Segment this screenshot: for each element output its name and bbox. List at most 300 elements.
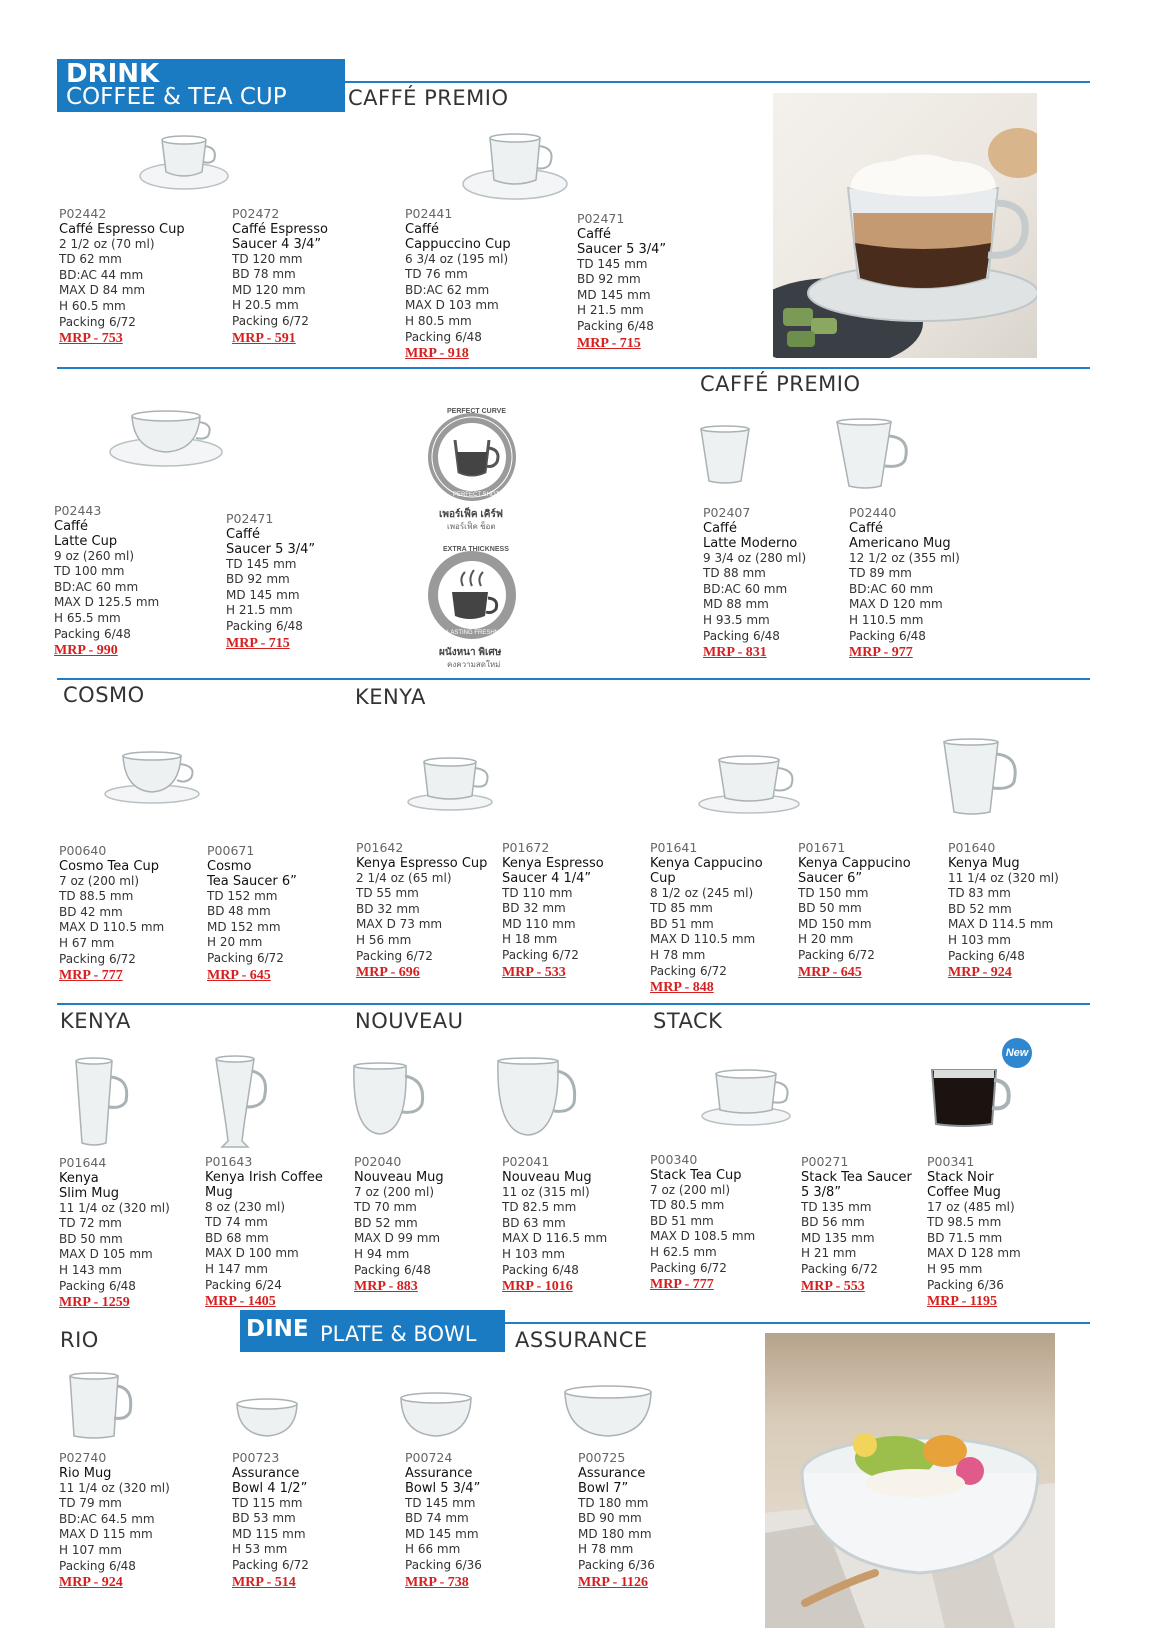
product-spec: Packing 6/72 — [232, 1557, 309, 1572]
product-p02442 — [59, 206, 185, 347]
product-mrp: MRP - 645 — [798, 964, 862, 980]
product-name: Bowl 5 3/4” — [405, 1480, 481, 1496]
product-p00724 — [405, 1450, 482, 1591]
product-spec: Packing 6/72 — [502, 947, 579, 962]
dine-banner — [240, 1310, 505, 1352]
product-spec: TD 120 mm — [232, 251, 303, 266]
product-spec: 7 oz (200 ml) — [650, 1182, 731, 1197]
product-mrp: MRP - 1259 — [59, 1295, 130, 1311]
product-p00340 — [650, 1152, 755, 1293]
product-name: Rio Mug — [59, 1465, 112, 1481]
product-spec: TD 110 mm — [502, 885, 573, 900]
product-spec: MAX D 100 mm — [205, 1246, 299, 1261]
product-name: Caffé — [54, 518, 88, 534]
product-spec: TD 145 mm — [405, 1495, 476, 1510]
product-mrp: MRP - 753 — [59, 331, 123, 347]
product-spec: 7 oz (200 ml) — [59, 873, 140, 888]
product-spec: MAX D 84 mm — [59, 283, 146, 298]
product-spec: H 66 mm — [405, 1542, 461, 1557]
cosmo-tea-cup-saucer-image — [103, 750, 201, 806]
product-mrp: MRP - 990 — [54, 643, 118, 659]
product-code: P02471 — [577, 211, 625, 226]
product-name: Stack Tea Cup — [650, 1167, 742, 1183]
product-spec: BD:AC 60 mm — [54, 579, 139, 594]
perfect-shot-label: PERFECT SHOT — [453, 492, 500, 498]
product-code: P00640 — [59, 843, 107, 858]
product-name: Cappuccino Cup — [405, 236, 511, 252]
product-spec: MAX D 125.5 mm — [54, 595, 160, 610]
product-p00671 — [207, 843, 297, 984]
product-spec: BD 50 mm — [59, 1231, 123, 1246]
nouveau-mug-7oz-image — [350, 1062, 426, 1140]
product-spec: BD 42 mm — [59, 904, 123, 919]
product-code: P00725 — [578, 1450, 626, 1465]
product-spec: BD 71.5 mm — [927, 1230, 1003, 1245]
product-code: P00723 — [232, 1450, 280, 1465]
product-spec: MD 180 mm — [578, 1526, 652, 1541]
product-spec: BD 52 mm — [948, 901, 1012, 916]
product-spec: H 21.5 mm — [577, 303, 644, 318]
product-name: Slim Mug — [59, 1185, 119, 1201]
dine-title: DINE — [246, 1316, 309, 1342]
product-name: Caffé — [226, 526, 260, 542]
product-mrp: MRP - 1126 — [578, 1574, 648, 1590]
product-p01642 — [356, 840, 487, 981]
product-p02472 — [232, 206, 328, 347]
product-spec: TD 88.5 mm — [59, 889, 134, 904]
product-spec: Packing 6/36 — [405, 1557, 482, 1572]
product-spec: TD 152 mm — [207, 888, 278, 903]
product-spec: TD 145 mm — [577, 256, 648, 271]
cappuccino-cup-saucer-image — [460, 132, 570, 204]
product-code: P00671 — [207, 843, 255, 858]
product-name: Mug — [205, 1184, 233, 1200]
product-code: P02471 — [226, 511, 274, 526]
product-mrp: MRP - 715 — [577, 335, 641, 351]
assurance-bowl-5-image — [398, 1392, 474, 1440]
product-spec: Packing 6/72 — [356, 948, 433, 963]
section-cosmo: COSMO — [63, 683, 145, 707]
product-name: Stack Noir — [927, 1169, 994, 1185]
product-name: Kenya Irish Coffee — [205, 1169, 323, 1185]
product-name: Nouveau Mug — [502, 1169, 592, 1185]
product-spec: H 94 mm — [354, 1246, 410, 1261]
product-spec: Packing 6/36 — [578, 1557, 655, 1572]
product-name: Assurance — [232, 1465, 300, 1481]
product-p02471 — [577, 211, 666, 352]
perfect-thai-1: เพอร์เฟ็ค เคิร์ฟ — [439, 509, 503, 520]
product-spec: MAX D 120 mm — [849, 597, 943, 612]
product-mrp: MRP - 715 — [226, 635, 290, 651]
product-name: Caffé — [405, 221, 439, 237]
product-spec: H 21 mm — [801, 1246, 857, 1261]
nouveau-mug-11oz-image — [494, 1057, 578, 1141]
perfect-curve-badge — [425, 410, 520, 530]
product-spec: TD 145 mm — [226, 556, 297, 571]
product-name: Assurance — [405, 1465, 473, 1481]
product-spec: BD 56 mm — [801, 1215, 865, 1230]
product-spec: TD 70 mm — [354, 1200, 417, 1215]
drink-banner — [57, 59, 345, 112]
product-mrp: MRP - 883 — [354, 1279, 418, 1295]
plate-bowl-title: PLATE & BOWL — [320, 1322, 477, 1346]
product-code: P01644 — [59, 1155, 107, 1170]
product-spec: MAX D 108.5 mm — [650, 1229, 756, 1244]
assurance-bowl-4-image — [234, 1398, 300, 1440]
coffee-tea-title: COFFEE & TEA CUP — [66, 84, 287, 110]
product-mrp: MRP - 738 — [405, 1574, 469, 1590]
product-spec: Packing 6/72 — [59, 951, 136, 966]
product-spec: MAX D 114.5 mm — [948, 917, 1054, 932]
product-spec: BD 51 mm — [650, 916, 714, 931]
product-spec: TD 135 mm — [801, 1199, 872, 1214]
product-spec: MD 145 mm — [405, 1526, 479, 1541]
product-code: P00341 — [927, 1154, 975, 1169]
product-name: Americano Mug — [849, 535, 951, 551]
product-p01672 — [502, 840, 604, 981]
product-spec: TD 115 mm — [232, 1495, 303, 1510]
rule-top — [345, 81, 1090, 83]
espresso-cup-saucer-image — [138, 132, 230, 194]
product-spec: BD 68 mm — [205, 1230, 269, 1245]
product-name: Assurance — [578, 1465, 646, 1481]
product-spec: TD 72 mm — [59, 1216, 122, 1231]
perfect-curve-label: PERFECT CURVE — [447, 408, 506, 415]
extra-thai-2: คงความสดใหม่ — [447, 660, 501, 669]
product-name: Saucer 5 3/4” — [226, 541, 316, 557]
kenya-cappuccino-cup-saucer-image — [697, 754, 801, 816]
product-name: Caffé — [849, 520, 883, 536]
product-spec: MD 145 mm — [577, 287, 651, 302]
rio-mug-image — [66, 1372, 134, 1442]
product-spec: H 95 mm — [927, 1261, 983, 1276]
product-spec: 9 3/4 oz (280 ml) — [703, 550, 807, 565]
product-code: P02440 — [849, 505, 897, 520]
product-spec: 6 3/4 oz (195 ml) — [405, 251, 509, 266]
product-spec: MD 115 mm — [232, 1526, 306, 1541]
section-kenya-2: KENYA — [60, 1009, 131, 1033]
product-name: Cosmo Tea Cup — [59, 858, 159, 874]
section-caffe-premio-2: CAFFÉ PREMIO — [700, 372, 861, 396]
product-spec: MD 135 mm — [801, 1230, 875, 1245]
product-mrp: MRP - 1016 — [502, 1279, 573, 1295]
kenya-irish-coffee-mug-image — [212, 1055, 274, 1153]
product-mrp: MRP - 777 — [650, 1277, 714, 1293]
product-mrp: MRP - 696 — [356, 965, 420, 981]
product-name: Kenya Cappucino — [650, 855, 763, 871]
product-spec: MAX D 110.5 mm — [59, 920, 165, 935]
product-spec: TD 55 mm — [356, 886, 419, 901]
product-p01643 — [205, 1154, 323, 1310]
product-code: P02443 — [54, 503, 102, 518]
product-spec: MD 145 mm — [226, 587, 300, 602]
product-code: P02041 — [502, 1154, 550, 1169]
product-spec: MAX D 115 mm — [59, 1527, 153, 1542]
lasting-freshness-label: LASTING FRESHNESS — [447, 630, 512, 636]
rule-4 — [57, 1003, 1090, 1005]
product-spec: 8 oz (230 ml) — [205, 1199, 286, 1214]
section-kenya-1: KENYA — [355, 685, 426, 709]
stack-tea-cup-saucer-image — [700, 1068, 792, 1128]
product-name: Saucer 6” — [798, 870, 863, 886]
product-spec: BD 52 mm — [354, 1215, 418, 1230]
product-spec: BD 78 mm — [232, 267, 296, 282]
product-spec: H 18 mm — [502, 932, 558, 947]
product-spec: TD 76 mm — [405, 267, 468, 282]
section-assurance: ASSURANCE — [515, 1328, 648, 1352]
product-spec: TD 83 mm — [948, 886, 1011, 901]
product-name: Kenya Espresso Cup — [356, 855, 488, 871]
product-name: Kenya Cappucino — [798, 855, 911, 871]
kenya-mug-image — [940, 738, 1024, 818]
product-spec: MAX D 103 mm — [405, 298, 499, 313]
product-spec: H 20 mm — [207, 935, 263, 950]
product-spec: Packing 6/72 — [798, 947, 875, 962]
product-name: Caffé — [703, 520, 737, 536]
product-spec: TD 150 mm — [798, 885, 869, 900]
product-mrp: MRP - 918 — [405, 346, 469, 362]
product-name: Tea Saucer 6” — [207, 873, 297, 889]
product-code: P00724 — [405, 1450, 453, 1465]
product-p02407 — [703, 505, 806, 661]
product-spec: Packing 6/48 — [59, 1558, 136, 1573]
product-name: Coffee Mug — [927, 1184, 1001, 1200]
perfect-thai-2: เพอร์เฟ็ค ช็อต — [447, 522, 496, 531]
product-name: Saucer 5 3/4” — [577, 241, 667, 257]
product-spec: BD:AC 44 mm — [59, 267, 144, 282]
product-spec: 12 1/2 oz (355 ml) — [849, 550, 960, 565]
product-spec: TD 88 mm — [703, 566, 766, 581]
product-p02040 — [354, 1154, 444, 1295]
product-p01641 — [650, 840, 763, 996]
product-name: Saucer 4 3/4” — [232, 236, 322, 252]
assurance-bowl-7-image — [562, 1384, 654, 1440]
product-spec: BD 63 mm — [502, 1215, 566, 1230]
product-mrp: MRP - 831 — [703, 645, 767, 661]
product-name: Cosmo — [207, 858, 252, 874]
assurance-bowl-image — [765, 1333, 1055, 1628]
product-spec: H 80.5 mm — [405, 313, 472, 328]
product-spec: 2 1/4 oz (65 ml) — [356, 870, 452, 885]
product-code: P02740 — [59, 1450, 107, 1465]
product-spec: TD 89 mm — [849, 566, 912, 581]
extra-thickness-badge — [425, 548, 520, 668]
product-spec: Packing 6/48 — [849, 628, 926, 643]
product-spec: BD 92 mm — [226, 572, 290, 587]
product-name: 5 3/8” — [801, 1184, 842, 1200]
product-spec: BD 51 mm — [650, 1213, 714, 1228]
product-spec: BD 92 mm — [577, 272, 641, 287]
product-spec: BD 48 mm — [207, 904, 271, 919]
product-p01671 — [798, 840, 911, 981]
latte-cup-saucer-image — [108, 408, 224, 470]
product-spec: H 107 mm — [59, 1542, 122, 1557]
new-badge: New — [1002, 1038, 1032, 1068]
stack-noir-mug-image — [928, 1064, 1012, 1130]
product-spec: H 103 mm — [948, 932, 1011, 947]
product-mrp: MRP - 533 — [502, 964, 566, 980]
product-spec: BD 32 mm — [356, 901, 420, 916]
product-code: P02407 — [703, 505, 751, 520]
bowl-salad-photo — [765, 1333, 1055, 1628]
product-spec: H 62.5 mm — [650, 1244, 717, 1259]
product-spec: BD:AC 60 mm — [703, 581, 788, 596]
product-p00271 — [801, 1154, 912, 1295]
product-spec: Packing 6/48 — [405, 329, 482, 344]
product-name: Kenya — [59, 1170, 99, 1186]
product-spec: TD 82.5 mm — [502, 1200, 577, 1215]
product-mrp: MRP - 924 — [948, 965, 1012, 981]
product-mrp: MRP - 1405 — [205, 1294, 276, 1310]
product-mrp: MRP - 553 — [801, 1278, 865, 1294]
product-spec: 11 1/4 oz (320 ml) — [59, 1480, 170, 1495]
rule-2 — [57, 367, 1090, 369]
product-spec: H 143 mm — [59, 1262, 122, 1277]
product-spec: H 78 mm — [578, 1542, 634, 1557]
product-spec: MD 120 mm — [232, 282, 306, 297]
product-spec: Packing 6/48 — [703, 628, 780, 643]
product-name: Latte Moderno — [703, 535, 798, 551]
product-name: Latte Cup — [54, 533, 118, 549]
product-spec: BD 53 mm — [232, 1511, 296, 1526]
product-spec: TD 180 mm — [578, 1495, 649, 1510]
product-p02443 — [54, 503, 159, 659]
product-p00341 — [927, 1154, 1021, 1310]
product-spec: H 60.5 mm — [59, 298, 126, 313]
product-spec: H 20.5 mm — [232, 298, 299, 313]
product-p02441 — [405, 206, 511, 362]
product-code: P00271 — [801, 1154, 849, 1169]
product-spec: H 93.5 mm — [703, 612, 770, 627]
product-name: Bowl 7” — [578, 1480, 629, 1496]
product-p01644 — [59, 1155, 170, 1311]
product-spec: H 78 mm — [650, 947, 706, 962]
product-mrp: MRP - 1195 — [927, 1294, 997, 1310]
product-code: P02040 — [354, 1154, 402, 1169]
product-mrp: MRP - 924 — [59, 1575, 123, 1591]
product-spec: H 21.5 mm — [226, 603, 293, 618]
product-spec: Packing 6/72 — [59, 314, 136, 329]
product-spec: Packing 6/72 — [650, 963, 727, 978]
product-spec: TD 85 mm — [650, 901, 713, 916]
product-p00640 — [59, 843, 164, 984]
product-spec: Packing 6/48 — [59, 1278, 136, 1293]
product-spec: Packing 6/72 — [801, 1261, 878, 1276]
product-spec: MAX D 110.5 mm — [650, 932, 756, 947]
cappuccino-cup-image — [773, 93, 1037, 358]
product-name: Stack Tea Saucer — [801, 1169, 912, 1185]
product-spec: 2 1/2 oz (70 ml) — [59, 236, 155, 251]
product-spec: H 20 mm — [798, 932, 854, 947]
product-mrp: MRP - 777 — [59, 968, 123, 984]
product-code: P02442 — [59, 206, 107, 221]
product-name: Kenya Mug — [948, 855, 1020, 871]
section-rio: RIO — [60, 1328, 99, 1352]
product-p02440 — [849, 505, 960, 661]
product-spec: H 65.5 mm — [54, 610, 121, 625]
product-spec: MD 110 mm — [502, 916, 576, 931]
product-code: P01640 — [948, 840, 996, 855]
product-spec: MAX D 128 mm — [927, 1246, 1021, 1261]
product-mrp: MRP - 977 — [849, 645, 913, 661]
product-spec: 7 oz (200 ml) — [354, 1184, 435, 1199]
product-spec: MAX D 116.5 mm — [502, 1231, 608, 1246]
extra-thickness-label: EXTRA THICKNESS — [443, 546, 509, 553]
kenya-slim-mug-image — [72, 1057, 132, 1149]
product-spec: Packing 6/48 — [577, 318, 654, 333]
product-spec: 11 1/4 oz (320 ml) — [59, 1200, 170, 1215]
product-mrp: MRP - 645 — [207, 967, 271, 983]
product-code: P01642 — [356, 840, 404, 855]
product-spec: Packing 6/36 — [927, 1277, 1004, 1292]
product-spec: BD:AC 60 mm — [849, 581, 934, 596]
product-spec: Packing 6/48 — [948, 948, 1025, 963]
section-stack: STACK — [653, 1009, 723, 1033]
product-code: P02472 — [232, 206, 280, 221]
product-spec: TD 100 mm — [54, 564, 125, 579]
product-name: Caffé Espresso Cup — [59, 221, 185, 237]
product-spec: Packing 6/48 — [502, 1262, 579, 1277]
americano-mug-image — [833, 418, 913, 492]
product-spec: BD:AC 62 mm — [405, 282, 490, 297]
product-p01640 — [948, 840, 1059, 981]
product-name: Saucer 4 1/4” — [502, 870, 592, 886]
product-spec: H 56 mm — [356, 932, 412, 947]
product-code: P01671 — [798, 840, 846, 855]
product-name: Nouveau Mug — [354, 1169, 444, 1185]
product-code: P01641 — [650, 840, 698, 855]
product-p02041 — [502, 1154, 607, 1295]
product-p02740 — [59, 1450, 170, 1591]
product-mrp: MRP - 591 — [232, 330, 296, 346]
product-code: P02441 — [405, 206, 453, 221]
product-p02471 — [226, 511, 315, 652]
product-mrp: MRP - 848 — [650, 980, 714, 996]
product-spec: 8 1/2 oz (245 ml) — [650, 885, 754, 900]
product-spec: TD 62 mm — [59, 252, 122, 267]
product-spec: BD:AC 64.5 mm — [59, 1511, 155, 1526]
product-code: P00340 — [650, 1152, 698, 1167]
product-name: Kenya Espresso — [502, 855, 604, 871]
section-nouveau: NOUVEAU — [355, 1009, 464, 1033]
product-code: P01672 — [502, 840, 550, 855]
product-mrp: MRP - 514 — [232, 1574, 296, 1590]
product-p00723 — [232, 1450, 309, 1591]
product-spec: BD 50 mm — [798, 901, 862, 916]
product-spec: H 53 mm — [232, 1542, 288, 1557]
kenya-espresso-cup-saucer-image — [406, 756, 494, 812]
cappuccino-photo — [773, 93, 1037, 358]
product-spec: MD 88 mm — [703, 597, 769, 612]
product-spec: MD 150 mm — [798, 916, 872, 931]
product-spec: H 67 mm — [59, 935, 115, 950]
product-spec: BD 32 mm — [502, 901, 566, 916]
product-name: Caffé Espresso — [232, 221, 328, 237]
rule-3 — [57, 678, 1090, 680]
product-spec: MAX D 73 mm — [356, 917, 443, 932]
product-spec: TD 98.5 mm — [927, 1215, 1002, 1230]
product-spec: Packing 6/48 — [354, 1262, 431, 1277]
product-spec: BD 90 mm — [578, 1511, 642, 1526]
product-spec: 9 oz (260 ml) — [54, 548, 135, 563]
product-spec: Packing 6/48 — [54, 626, 131, 641]
product-spec: 17 oz (485 ml) — [927, 1199, 1015, 1214]
product-spec: TD 79 mm — [59, 1496, 122, 1511]
product-spec: BD 74 mm — [405, 1511, 469, 1526]
product-spec: Packing 6/72 — [207, 950, 284, 965]
product-name: Caffé — [577, 226, 611, 242]
product-spec: Packing 6/24 — [205, 1277, 282, 1292]
